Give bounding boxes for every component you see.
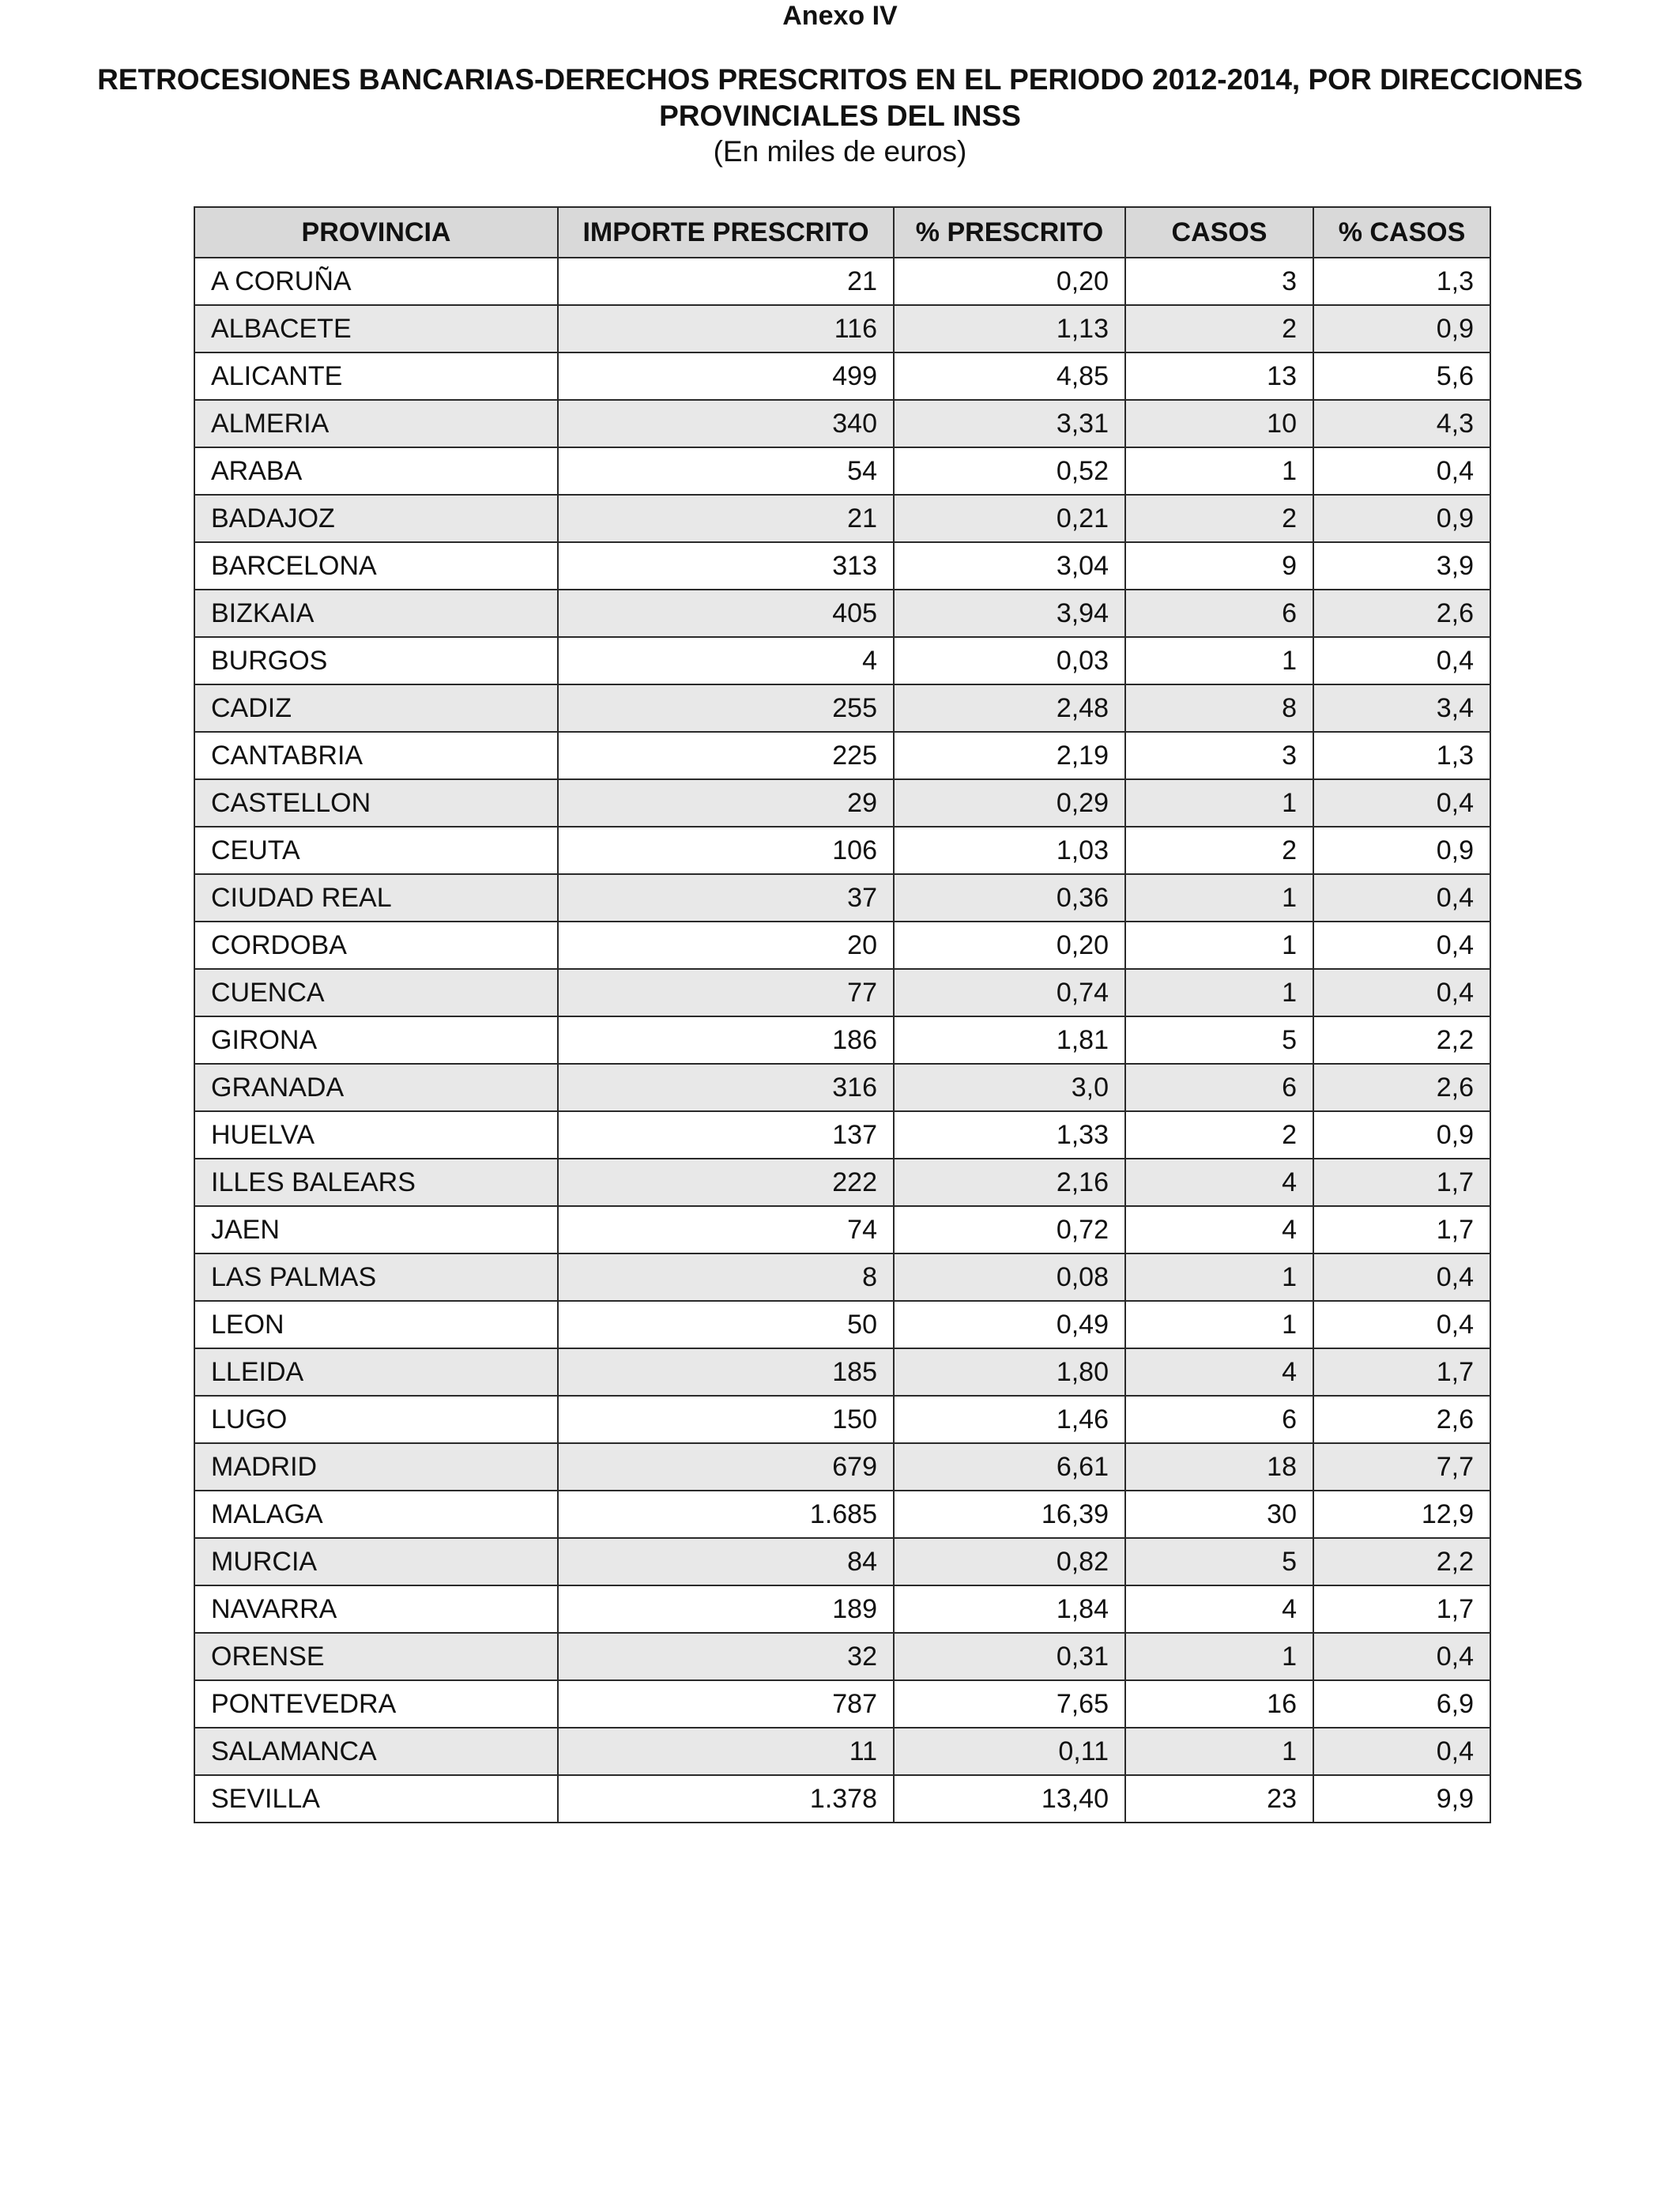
cell-importe-prescrito: 222 [558, 1159, 894, 1206]
table-row [194, 1396, 1490, 1443]
column-header-provincia: PROVINCIA [194, 207, 558, 258]
cell-importe-prescrito: 255 [558, 684, 894, 732]
cell-provincia: MADRID [194, 1443, 558, 1491]
cell-provincia: CADIZ [194, 684, 558, 732]
cell-provincia: CIUDAD REAL [194, 874, 558, 922]
table-row [194, 1253, 1490, 1301]
document-title [0, 62, 1680, 134]
cell-provincia: BADAJOZ [194, 495, 558, 542]
cell-casos: 1 [1125, 447, 1313, 495]
cell-importe-prescrito: 340 [558, 400, 894, 447]
cell-provincia: PONTEVEDRA [194, 1680, 558, 1728]
cell-provincia: BIZKAIA [194, 590, 558, 637]
table-row [194, 1111, 1490, 1159]
cell-pct-prescrito: 0,49 [894, 1301, 1125, 1348]
cell-importe-prescrito: 8 [558, 1253, 894, 1301]
cell-provincia: LEON [194, 1301, 558, 1348]
cell-pct-prescrito: 3,04 [894, 542, 1125, 590]
document-subtitle: (En miles de euros) [713, 135, 967, 168]
table-row [194, 1064, 1490, 1111]
cell-importe-prescrito: 37 [558, 874, 894, 922]
cell-pct-casos: 1,7 [1313, 1206, 1490, 1253]
column-header-importe-prescrito: IMPORTE PRESCRITO [558, 207, 894, 258]
table-row [194, 542, 1490, 590]
cell-casos: 4 [1125, 1159, 1313, 1206]
cell-importe-prescrito: 84 [558, 1538, 894, 1585]
cell-provincia: CEUTA [194, 827, 558, 874]
cell-casos: 13 [1125, 352, 1313, 400]
cell-pct-casos: 12,9 [1313, 1491, 1490, 1538]
cell-casos: 2 [1125, 827, 1313, 874]
cell-pct-prescrito: 1,13 [894, 305, 1125, 352]
table-row [194, 1680, 1490, 1728]
cell-casos: 1 [1125, 1301, 1313, 1348]
cell-pct-casos: 0,4 [1313, 922, 1490, 969]
cell-importe-prescrito: 405 [558, 590, 894, 637]
cell-casos: 1 [1125, 1253, 1313, 1301]
cell-casos: 6 [1125, 1064, 1313, 1111]
cell-importe-prescrito: 186 [558, 1016, 894, 1064]
table-row [194, 1775, 1490, 1823]
cell-importe-prescrito: 116 [558, 305, 894, 352]
cell-pct-prescrito: 3,31 [894, 400, 1125, 447]
cell-pct-prescrito: 3,0 [894, 1064, 1125, 1111]
cell-casos: 30 [1125, 1491, 1313, 1538]
table-row [194, 1348, 1490, 1396]
cell-importe-prescrito: 77 [558, 969, 894, 1016]
table-body [194, 258, 1490, 1823]
cell-pct-prescrito: 0,20 [894, 922, 1125, 969]
cell-importe-prescrito: 4 [558, 637, 894, 684]
table-row [194, 1633, 1490, 1680]
cell-provincia: CORDOBA [194, 922, 558, 969]
cell-pct-casos: 2,2 [1313, 1016, 1490, 1064]
cell-pct-casos: 4,3 [1313, 400, 1490, 447]
cell-importe-prescrito: 29 [558, 779, 894, 827]
cell-pct-casos: 3,9 [1313, 542, 1490, 590]
table-header-row [194, 207, 1490, 258]
cell-pct-casos: 0,4 [1313, 1633, 1490, 1680]
cell-provincia: LUGO [194, 1396, 558, 1443]
cell-pct-prescrito: 0,82 [894, 1538, 1125, 1585]
cell-pct-prescrito: 2,16 [894, 1159, 1125, 1206]
table-row [194, 1585, 1490, 1633]
cell-pct-prescrito: 2,19 [894, 732, 1125, 779]
cell-provincia: BURGOS [194, 637, 558, 684]
cell-importe-prescrito: 150 [558, 1396, 894, 1443]
cell-pct-prescrito: 0,21 [894, 495, 1125, 542]
cell-pct-casos: 9,9 [1313, 1775, 1490, 1823]
cell-pct-casos: 6,9 [1313, 1680, 1490, 1728]
cell-pct-prescrito: 1,84 [894, 1585, 1125, 1633]
cell-pct-casos: 2,2 [1313, 1538, 1490, 1585]
cell-casos: 1 [1125, 922, 1313, 969]
cell-pct-casos: 1,7 [1313, 1348, 1490, 1396]
cell-pct-prescrito: 7,65 [894, 1680, 1125, 1728]
cell-casos: 6 [1125, 1396, 1313, 1443]
table-row [194, 922, 1490, 969]
cell-casos: 3 [1125, 732, 1313, 779]
cell-provincia: GRANADA [194, 1064, 558, 1111]
cell-importe-prescrito: 185 [558, 1348, 894, 1396]
cell-importe-prescrito: 11 [558, 1728, 894, 1775]
cell-pct-prescrito: 3,94 [894, 590, 1125, 637]
cell-provincia: ARABA [194, 447, 558, 495]
cell-casos: 2 [1125, 305, 1313, 352]
annex-label: Anexo IV [782, 1, 898, 31]
cell-provincia: LLEIDA [194, 1348, 558, 1396]
cell-pct-prescrito: 2,48 [894, 684, 1125, 732]
table-row [194, 447, 1490, 495]
cell-pct-casos: 0,9 [1313, 305, 1490, 352]
table-row [194, 732, 1490, 779]
cell-pct-prescrito: 13,40 [894, 1775, 1125, 1823]
cell-casos: 4 [1125, 1348, 1313, 1396]
table-row [194, 352, 1490, 400]
cell-importe-prescrito: 137 [558, 1111, 894, 1159]
cell-provincia: CASTELLON [194, 779, 558, 827]
cell-pct-casos: 0,9 [1313, 495, 1490, 542]
cell-provincia: ALBACETE [194, 305, 558, 352]
table-row [194, 590, 1490, 637]
cell-importe-prescrito: 1.685 [558, 1491, 894, 1538]
table-row [194, 827, 1490, 874]
cell-pct-prescrito: 6,61 [894, 1443, 1125, 1491]
cell-casos: 5 [1125, 1016, 1313, 1064]
cell-importe-prescrito: 316 [558, 1064, 894, 1111]
column-header-pct-casos: % CASOS [1313, 207, 1490, 258]
cell-pct-prescrito: 16,39 [894, 1491, 1125, 1538]
cell-provincia: ALICANTE [194, 352, 558, 400]
cell-casos: 2 [1125, 495, 1313, 542]
cell-importe-prescrito: 21 [558, 258, 894, 305]
table-row [194, 637, 1490, 684]
cell-pct-casos: 0,4 [1313, 874, 1490, 922]
cell-importe-prescrito: 499 [558, 352, 894, 400]
table-row [194, 495, 1490, 542]
cell-casos: 4 [1125, 1206, 1313, 1253]
cell-pct-prescrito: 0,74 [894, 969, 1125, 1016]
table-row [194, 779, 1490, 827]
table-row [194, 1016, 1490, 1064]
cell-provincia: NAVARRA [194, 1585, 558, 1633]
cell-pct-prescrito: 0,08 [894, 1253, 1125, 1301]
cell-importe-prescrito: 679 [558, 1443, 894, 1491]
cell-pct-casos: 0,4 [1313, 1728, 1490, 1775]
cell-pct-prescrito: 0,36 [894, 874, 1125, 922]
cell-pct-casos: 0,4 [1313, 1253, 1490, 1301]
table-row [194, 258, 1490, 305]
column-header-casos: CASOS [1125, 207, 1313, 258]
cell-pct-casos: 2,6 [1313, 590, 1490, 637]
cell-casos: 3 [1125, 258, 1313, 305]
table-row [194, 1728, 1490, 1775]
cell-importe-prescrito: 1.378 [558, 1775, 894, 1823]
cell-pct-casos: 0,4 [1313, 1301, 1490, 1348]
cell-pct-prescrito: 1,03 [894, 827, 1125, 874]
cell-casos: 1 [1125, 1728, 1313, 1775]
cell-provincia: SEVILLA [194, 1775, 558, 1823]
cell-provincia: LAS PALMAS [194, 1253, 558, 1301]
cell-pct-casos: 0,4 [1313, 969, 1490, 1016]
cell-casos: 1 [1125, 969, 1313, 1016]
cell-pct-casos: 2,6 [1313, 1396, 1490, 1443]
cell-provincia: ALMERIA [194, 400, 558, 447]
cell-provincia: ORENSE [194, 1633, 558, 1680]
cell-pct-casos: 0,4 [1313, 447, 1490, 495]
cell-casos: 1 [1125, 637, 1313, 684]
cell-pct-casos: 0,4 [1313, 637, 1490, 684]
cell-pct-prescrito: 0,29 [894, 779, 1125, 827]
cell-casos: 23 [1125, 1775, 1313, 1823]
cell-pct-prescrito: 1,81 [894, 1016, 1125, 1064]
cell-provincia: GIRONA [194, 1016, 558, 1064]
cell-provincia: MURCIA [194, 1538, 558, 1585]
provinces-table [194, 206, 1491, 1823]
cell-provincia: CANTABRIA [194, 732, 558, 779]
cell-casos: 18 [1125, 1443, 1313, 1491]
cell-casos: 2 [1125, 1111, 1313, 1159]
cell-pct-prescrito: 0,72 [894, 1206, 1125, 1253]
document-title-line-2: PROVINCIALES DEL INSS [659, 100, 1021, 132]
cell-importe-prescrito: 32 [558, 1633, 894, 1680]
cell-provincia: MALAGA [194, 1491, 558, 1538]
cell-provincia: SALAMANCA [194, 1728, 558, 1775]
cell-pct-prescrito: 0,31 [894, 1633, 1125, 1680]
cell-pct-casos: 0,4 [1313, 779, 1490, 827]
cell-casos: 5 [1125, 1538, 1313, 1585]
cell-pct-prescrito: 4,85 [894, 352, 1125, 400]
cell-importe-prescrito: 313 [558, 542, 894, 590]
cell-importe-prescrito: 50 [558, 1301, 894, 1348]
cell-importe-prescrito: 21 [558, 495, 894, 542]
cell-pct-casos: 1,7 [1313, 1585, 1490, 1633]
table-row [194, 684, 1490, 732]
cell-casos: 1 [1125, 779, 1313, 827]
cell-pct-casos: 0,9 [1313, 827, 1490, 874]
cell-pct-prescrito: 1,80 [894, 1348, 1125, 1396]
column-header-pct-prescrito: % PRESCRITO [894, 207, 1125, 258]
cell-pct-casos: 3,4 [1313, 684, 1490, 732]
cell-provincia: ILLES BALEARS [194, 1159, 558, 1206]
table-row [194, 1443, 1490, 1491]
cell-casos: 9 [1125, 542, 1313, 590]
table-row [194, 1159, 1490, 1206]
cell-pct-casos: 7,7 [1313, 1443, 1490, 1491]
table-row [194, 1491, 1490, 1538]
cell-importe-prescrito: 189 [558, 1585, 894, 1633]
table-row [194, 1538, 1490, 1585]
cell-importe-prescrito: 787 [558, 1680, 894, 1728]
table-row [194, 969, 1490, 1016]
table-row [194, 305, 1490, 352]
cell-provincia: JAEN [194, 1206, 558, 1253]
cell-pct-casos: 1,3 [1313, 258, 1490, 305]
cell-importe-prescrito: 106 [558, 827, 894, 874]
table-row [194, 874, 1490, 922]
document-title-line-1: RETROCESIONES BANCARIAS-DERECHOS PRESCRITOS EN EL PERIODO 2012-2014, POR DIRECCIONES [97, 63, 1583, 96]
table-header [194, 207, 1490, 258]
cell-pct-prescrito: 0,11 [894, 1728, 1125, 1775]
cell-pct-casos: 1,3 [1313, 732, 1490, 779]
cell-pct-casos: 0,9 [1313, 1111, 1490, 1159]
cell-importe-prescrito: 225 [558, 732, 894, 779]
cell-importe-prescrito: 74 [558, 1206, 894, 1253]
cell-pct-casos: 5,6 [1313, 352, 1490, 400]
cell-provincia: A CORUÑA [194, 258, 558, 305]
table-row [194, 1301, 1490, 1348]
cell-casos: 8 [1125, 684, 1313, 732]
cell-provincia: CUENCA [194, 969, 558, 1016]
cell-pct-prescrito: 1,33 [894, 1111, 1125, 1159]
cell-provincia: BARCELONA [194, 542, 558, 590]
cell-casos: 16 [1125, 1680, 1313, 1728]
cell-importe-prescrito: 20 [558, 922, 894, 969]
cell-provincia: HUELVA [194, 1111, 558, 1159]
cell-pct-prescrito: 1,46 [894, 1396, 1125, 1443]
cell-pct-prescrito: 0,20 [894, 258, 1125, 305]
table-row [194, 1206, 1490, 1253]
cell-casos: 1 [1125, 1633, 1313, 1680]
cell-importe-prescrito: 54 [558, 447, 894, 495]
cell-casos: 4 [1125, 1585, 1313, 1633]
cell-pct-prescrito: 0,03 [894, 637, 1125, 684]
cell-casos: 10 [1125, 400, 1313, 447]
cell-pct-casos: 1,7 [1313, 1159, 1490, 1206]
cell-pct-casos: 2,6 [1313, 1064, 1490, 1111]
table-row [194, 400, 1490, 447]
cell-pct-prescrito: 0,52 [894, 447, 1125, 495]
cell-casos: 6 [1125, 590, 1313, 637]
cell-casos: 1 [1125, 874, 1313, 922]
